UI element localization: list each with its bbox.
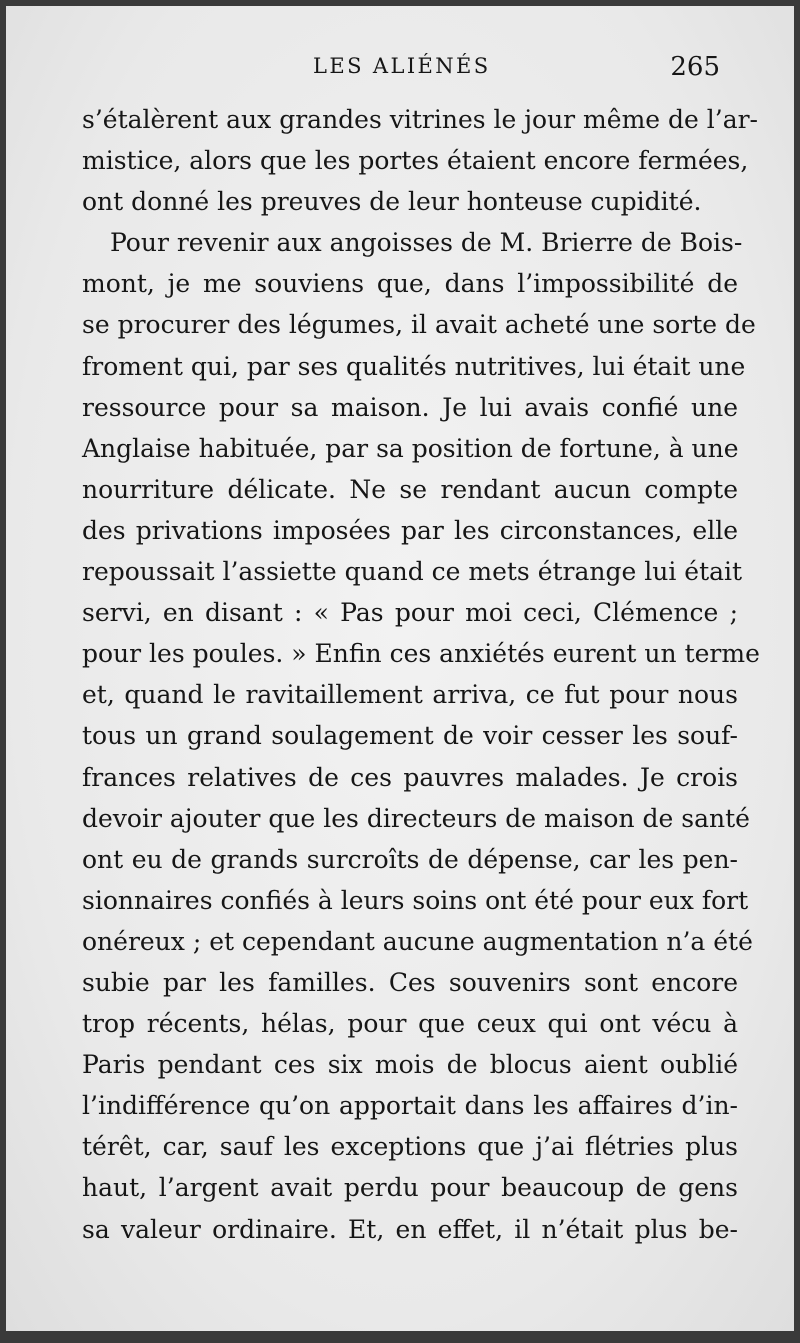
text-line: servi, en disant : « Pas pour moi ceci, Clémence ; <box>82 598 738 628</box>
text-line: ressource pour sa maison. Je lui avais confié une <box>82 392 738 422</box>
page-number: 265 <box>670 52 720 82</box>
text-line: sionnaires confiés à leurs soins ont été pour eux fort <box>82 885 749 915</box>
text-line: l’indifférence qu’on apportait dans les affaires d’in- <box>82 1091 738 1121</box>
text-line: froment qui, par ses qualités nutritives, lui était une <box>82 351 746 381</box>
text-line: et, quand le ravitaillement arriva, ce fut pour nous <box>82 680 738 710</box>
text-line: trop récents, hélas, pour que ceux qui ont vécu à <box>82 1009 738 1039</box>
body-text <box>82 99 760 1250</box>
running-title: LES ALIÉNÉS <box>313 54 491 78</box>
text-line: ont eu de grands surcroîts de dépense, car les pen- <box>82 844 738 874</box>
text-line: des privations imposées par les circonstances, elle <box>82 515 738 545</box>
text-line: tous un grand soulagement de voir cesser les souf- <box>82 721 738 751</box>
text-line: haut, l’argent avait perdu pour beaucoup de gens <box>82 1173 738 1203</box>
text-line: onéreux ; et cependant aucune augmentation n’a été <box>82 926 753 956</box>
text-line: ont donné les preuves de leur honteuse cupidité. <box>82 187 702 217</box>
text-line: se procurer des légumes, il avait acheté une sorte de <box>82 310 756 340</box>
text-line: sa valeur ordinaire. Et, en effet, il n’était plus be- <box>82 1214 738 1244</box>
text-line: Paris pendant ces six mois de blocus aient oublié <box>82 1050 738 1080</box>
text-line: pour les poules. » Enfin ces anxiétés eurent un terme <box>82 639 760 669</box>
text-line: s’étalèrent aux grandes vitrines le jour même de l’ar- <box>82 105 759 134</box>
running-head <box>6 54 794 90</box>
book-page <box>6 6 794 1331</box>
text-line: subie par les familles. Ces souvenirs sont encore <box>82 967 738 997</box>
text-line: frances relatives de ces pauvres malades. Je crois <box>82 762 738 792</box>
text-line: térêt, car, sauf les exceptions que j’ai flétries plus <box>82 1132 738 1162</box>
text-line: devoir ajouter que les directeurs de maison de santé <box>82 803 750 833</box>
text-line: Anglaise habituée, par sa position de fortune, à une <box>82 433 739 463</box>
text-line: mont, je me souviens que, dans l’impossibilité de <box>82 269 738 299</box>
text-line: nourriture délicate. Ne se rendant aucun compte <box>82 474 738 504</box>
text-line: Pour revenir aux angoisses de M. Brierre de Bois- <box>110 228 743 258</box>
text-line: repoussait l’assiette quand ce mets étrange lui était <box>82 557 743 587</box>
text-line: mistice, alors que les portes étaient encore fermées, <box>82 146 749 176</box>
